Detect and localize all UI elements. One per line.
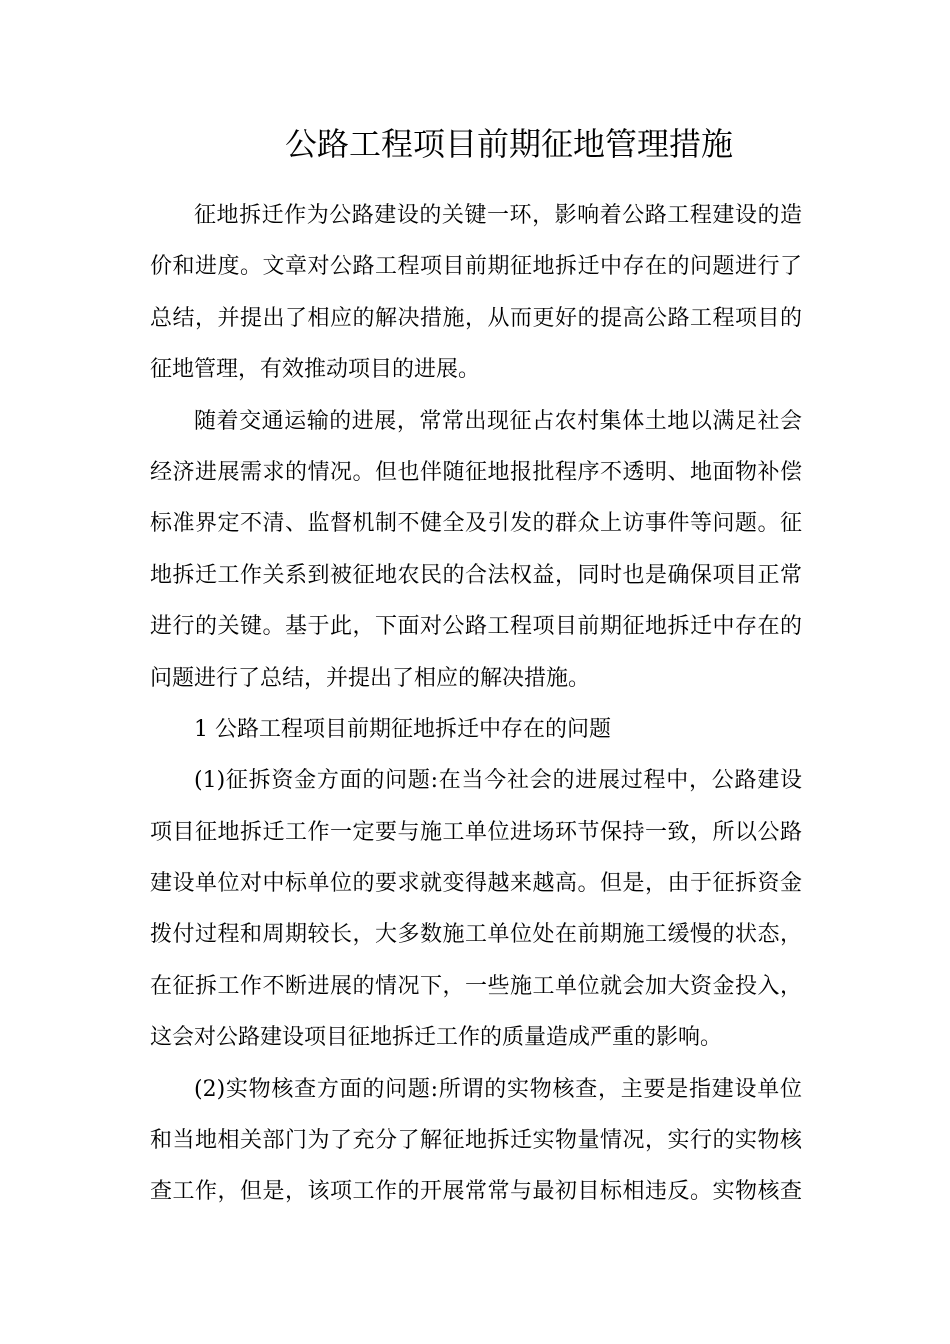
text-line: 1 公路工程项目前期征地拆迁中存在的问题 <box>194 716 611 742</box>
text-line: 进行的关键。基于此，下面对公路工程项目前期征地拆迁中存在的 <box>150 614 802 640</box>
text-line: 项目征地拆迁工作一定要与施工单位进场环节保持一致，所以公路 <box>150 819 802 845</box>
text-line: 这会对公路建设项目征地拆迁工作的质量造成严重的影响。 <box>150 1025 723 1051</box>
text-line: 拨付过程和周期较长，大多数施工单位处在前期施工缓慢的状态， <box>150 922 802 948</box>
document-title: 公路工程项目前期征地管理措施 <box>284 125 733 163</box>
text-line: 征地拆迁作为公路建设的关键一环，影响着公路工程建设的造 <box>194 203 802 228</box>
document-body <box>150 190 802 1218</box>
text-line: 随着交通运输的进展，常常出现征占农村集体土地以满足社会 <box>194 408 802 434</box>
text-line: 在征拆工作不断进展的情况下，一些施工单位就会加大资金投入， <box>150 973 802 999</box>
text-line: (2)实物核查方面的问题:所谓的实物核查，主要是指建设单位 <box>194 1076 802 1102</box>
text-line: 征地管理，有效推动项目的进展。 <box>150 357 481 383</box>
text-line: 价和进度。文章对公路工程项目前期征地拆迁中存在的问题进行了 <box>150 254 802 280</box>
text-line: 建设单位对中标单位的要求就变得越来越高。但是，由于征拆资金 <box>150 871 802 897</box>
text-line: 问题进行了总结，并提出了相应的解决措施。 <box>150 665 591 691</box>
text-line: 查工作，但是，该项工作的开展常常与最初目标相违反。实物核查 <box>150 1179 802 1205</box>
text-line: 和当地相关部门为了充分了解征地拆迁实物量情况，实行的实物核 <box>150 1128 802 1154</box>
text-line: 经济进展需求的情况。但也伴随征地报批程序不透明、地面物补偿 <box>150 459 802 485</box>
text-line: 地拆迁工作关系到被征地农民的合法权益，同时也是确保项目正常 <box>150 562 802 588</box>
text-line: 标准界定不清、监督机制不健全及引发的群众上访事件等问题。征 <box>150 511 802 537</box>
text-line: 总结，并提出了相应的解决措施，从而更好的提高公路工程项目的 <box>150 305 802 331</box>
text-line: (1)征拆资金方面的问题:在当今社会的进展过程中，公路建设 <box>194 768 802 794</box>
